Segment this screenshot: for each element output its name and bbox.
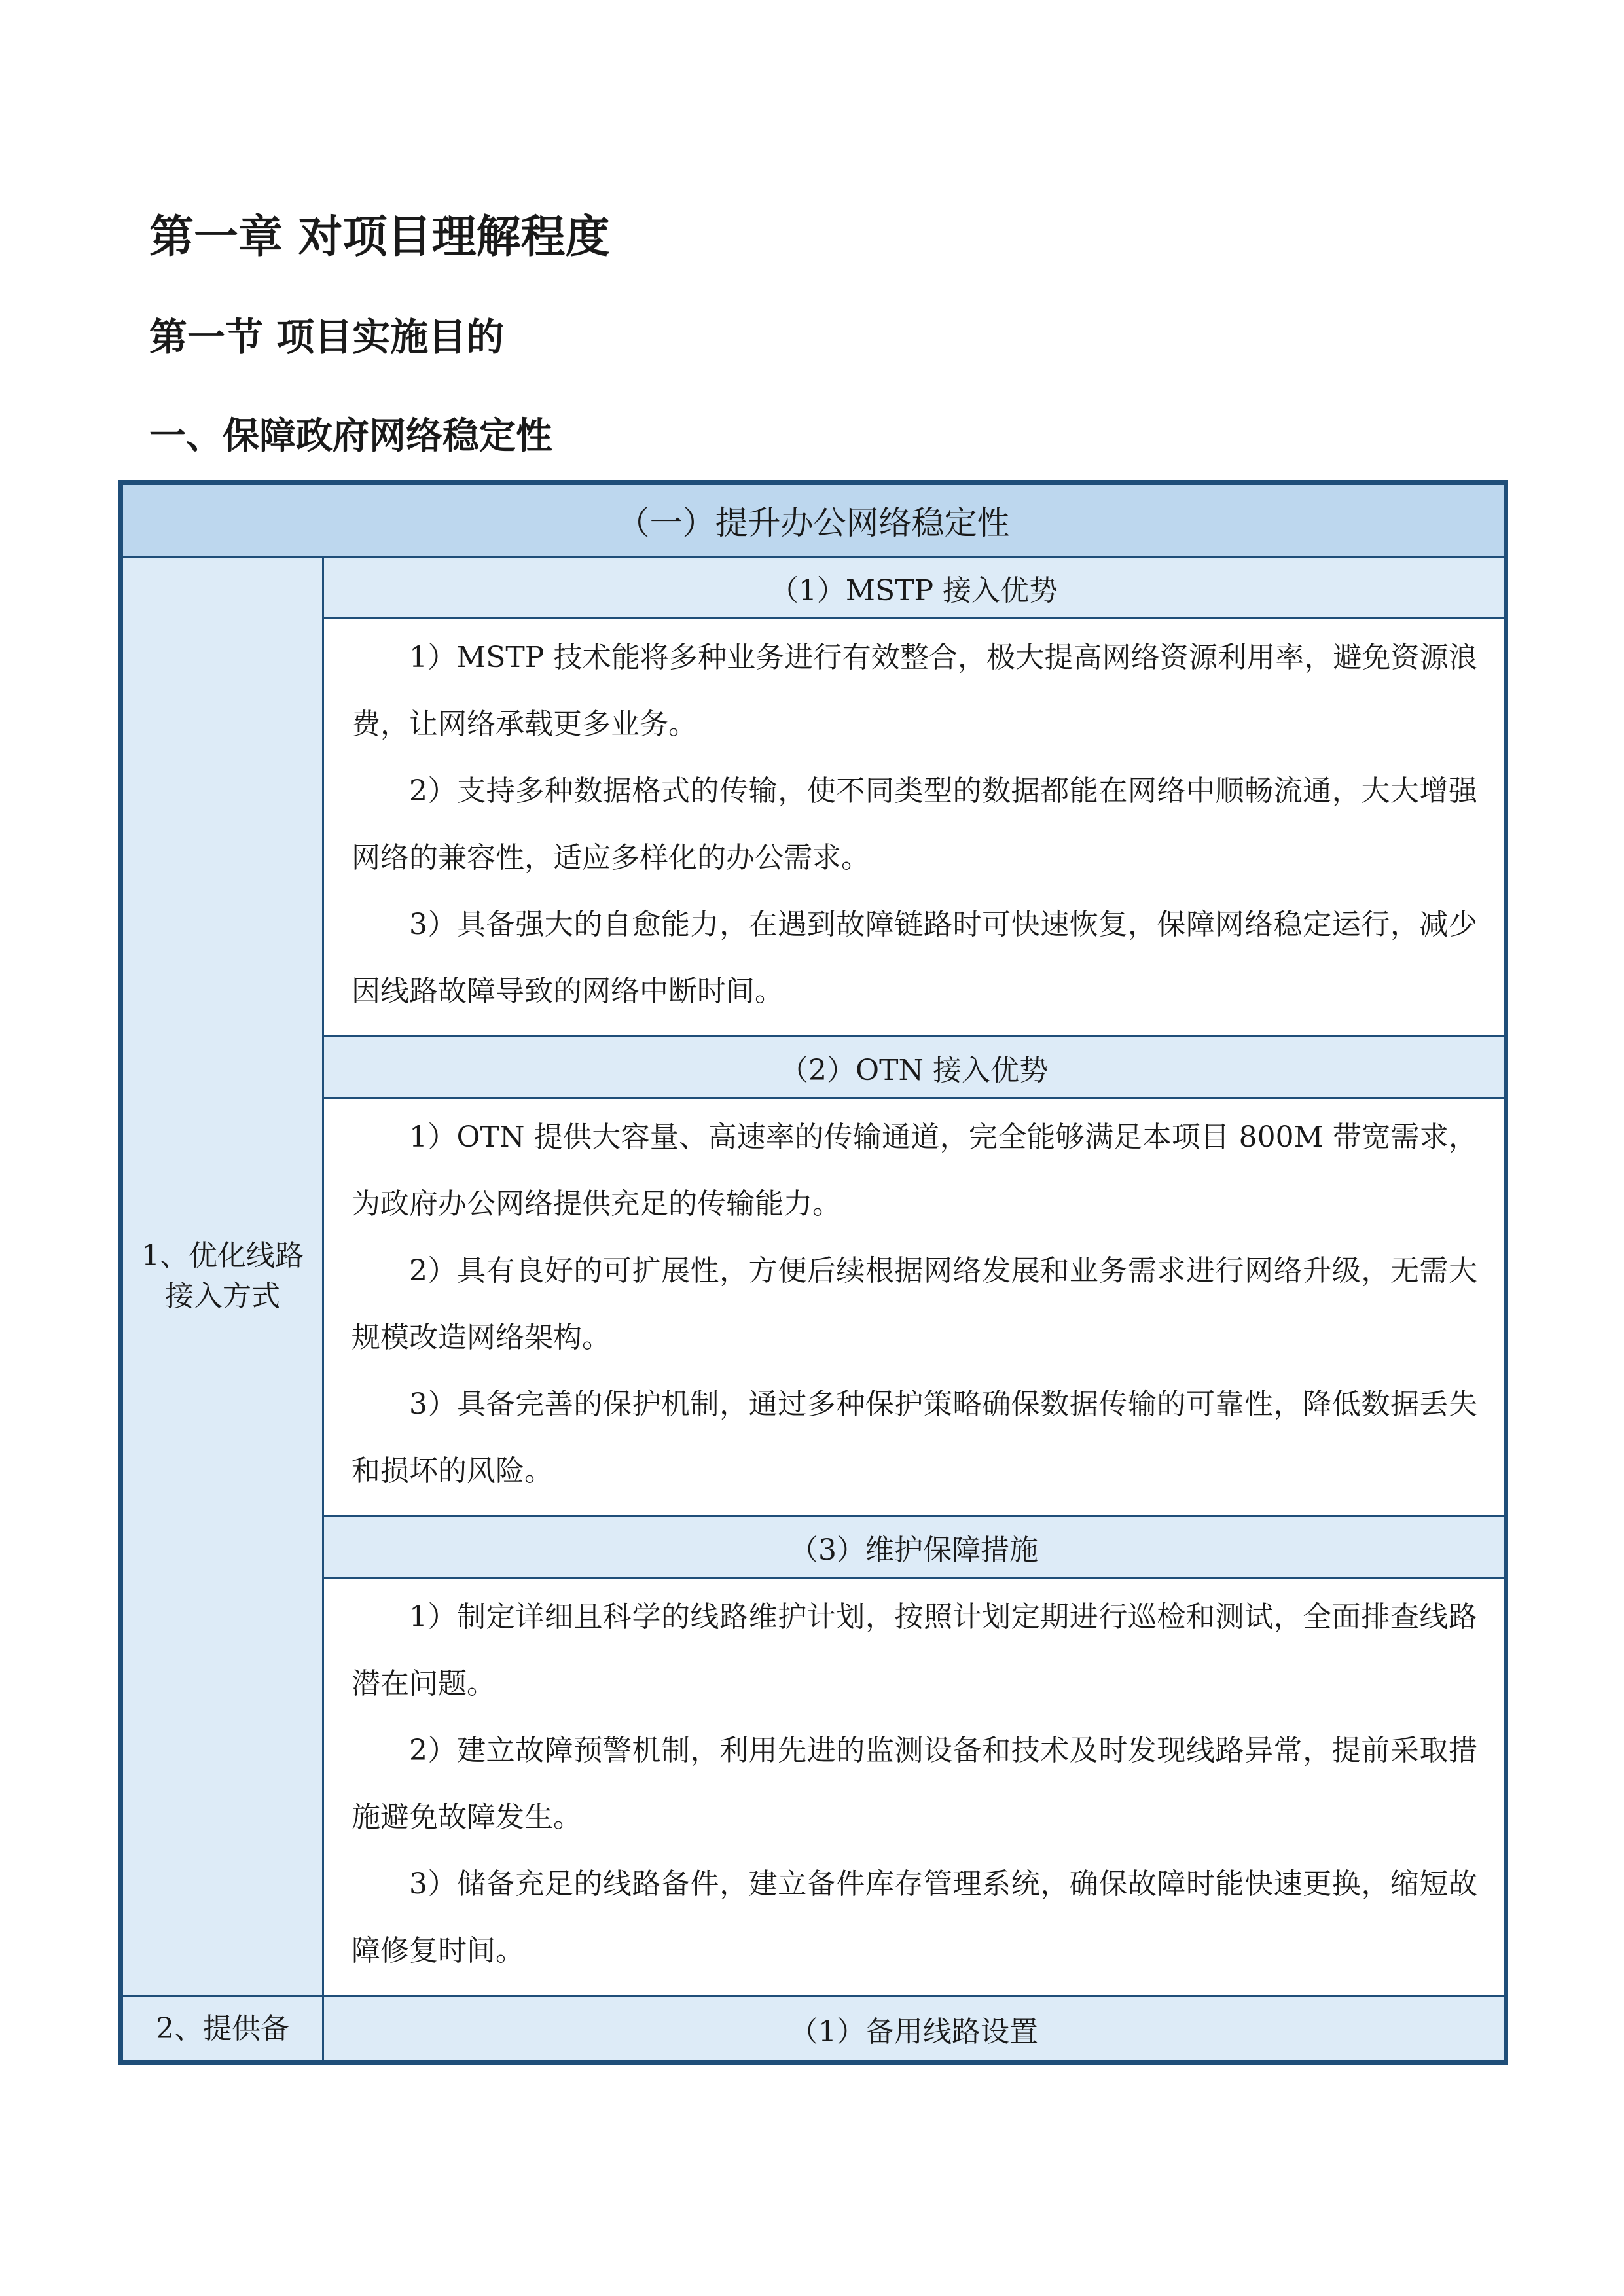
chapter-title: 第一章 对项目理解程度 <box>149 211 610 263</box>
group-label-1 <box>121 557 323 1996</box>
group-label-1-text: 1、优化线路接入方式 <box>141 1239 304 1313</box>
paragraph: 2）支持多种数据格式的传输，使不同类型的数据都能在网络中顺畅流通，大大增强网络的兼容性，适应多样化的办公需求。 <box>352 774 1477 874</box>
subsection-content-otn <box>323 1098 1506 1516</box>
paragraph: 3）储备充足的线路备件，建立备件库存管理系统，确保故障时能快速更换，缩短故障修复时间。 <box>352 1867 1477 1967</box>
paragraph: 3）具备强大的自愈能力，在遇到故障链路时可快速恢复，保障网络稳定运行，减少因线路故障导致的网络中断时间。 <box>352 908 1477 1008</box>
item-title: 一、保障政府网络稳定性 <box>149 415 552 457</box>
table-title: （一）提升办公网络稳定性 <box>121 483 1506 557</box>
paragraph: 2）建立故障预警机制，利用先进的监测设备和技术及时发现线路异常，提前采取措施避免故障发生。 <box>352 1734 1477 1834</box>
subsection-heading-mstp: （1）MSTP 接入优势 <box>323 557 1506 619</box>
paragraph: 2）具有良好的可扩展性，方便后续根据网络发展和业务需求进行网络升级，无需大规模改造网络架构。 <box>352 1254 1477 1354</box>
group-label-2-text: 2、提供备 <box>156 2011 289 2045</box>
subsection-content-mstp <box>323 619 1506 1037</box>
subsection-heading-otn: （2）OTN 接入优势 <box>323 1037 1506 1098</box>
subsection-heading-backup: （1）备用线路设置 <box>323 1996 1506 2063</box>
group-label-2 <box>121 1996 323 2063</box>
paragraph: 1）制定详细且科学的线路维护计划，按照计划定期进行巡检和测试，全面排查线路潜在问题。 <box>352 1600 1477 1700</box>
paragraph: 1）OTN 提供大容量、高速率的传输通道，完全能够满足本项目 800M 带宽需求，为政府办公网络提供充足的传输能力。 <box>352 1121 1477 1221</box>
paragraph: 1）MSTP 技术能将多种业务进行有效整合，极大提高网络资源利用率，避免资源浪费，让网络承载更多业务。 <box>352 641 1477 741</box>
section-title: 第一节 项目实施目的 <box>149 315 505 359</box>
subsection-heading-maintenance: （3）维护保障措施 <box>323 1516 1506 1578</box>
subsection-content-maintenance <box>323 1578 1506 1996</box>
paragraph: 3）具备完善的保护机制，通过多种保护策略确保数据传输的可靠性，降低数据丢失和损坏的风险。 <box>352 1388 1477 1488</box>
content-table <box>118 480 1508 2065</box>
